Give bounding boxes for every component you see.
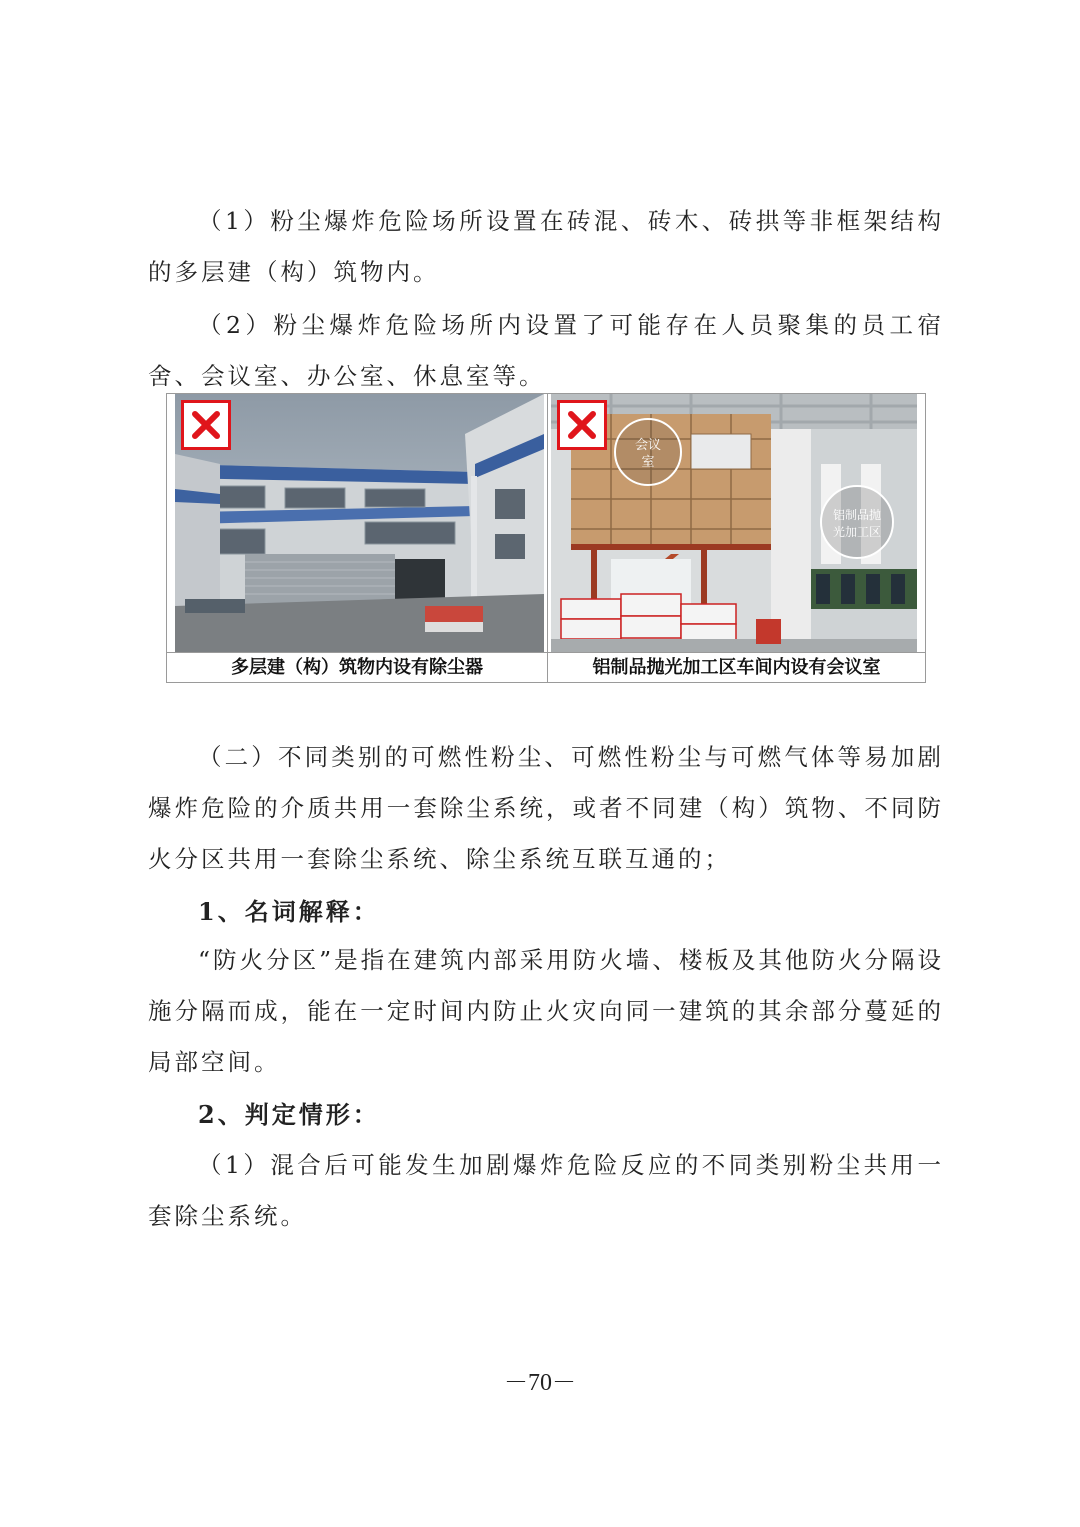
paragraph-1: （1）粉尘爆炸危险场所设置在砖混、砖木、砖拱等非框架结构的多层建（构）筑物内。 (148, 207, 944, 286)
meeting-room-label-1: 会议 (634, 438, 662, 453)
paragraph-4: “防火分区”是指在建筑内部采用防火墙、楼板及其他防火分隔设施分隔而成，能在一定时间内防止火灾向同一建筑的其余部分蔓延的局部空间。 (148, 946, 944, 1076)
right-figure-caption: 铝制品抛光加工区车间内设有会议室 (592, 657, 881, 678)
meeting-room-label-2: 室 (641, 455, 655, 470)
paragraph-2: （2）粉尘爆炸危险场所内设置了可能存在人员聚集的员工宿舍、会议室、办公室、休息室等。 (148, 311, 944, 390)
page-number: －70－ (504, 1370, 576, 1396)
heading-definitions: 1、名词解释： (198, 897, 380, 926)
heading-criteria: 2、判定情形： (198, 1100, 380, 1129)
figure-captions (167, 652, 925, 683)
figure-divider (547, 394, 548, 682)
paragraph-5: （1）混合后可能发生加剧爆炸危险反应的不同类别粉尘共用一套除尘系统。 (148, 1151, 944, 1230)
workshop-photo (551, 394, 917, 652)
paragraph-3: （二）不同类别的可燃性粉尘、可燃性粉尘与可燃气体等易加剧爆炸危险的介质共用一套除尘系统，或者不同建（构）筑物、不同防火分区共用一套除尘系统、除尘系统互联互通的； (148, 743, 944, 873)
polishing-area-label-1: 铝制品抛 (832, 508, 882, 522)
building-photo (175, 394, 544, 652)
prohibited-x-icon (181, 400, 231, 450)
figure (166, 393, 926, 683)
left-figure-caption: 多层建（构）筑物内设有除尘器 (231, 657, 483, 678)
polishing-area-label-2: 光加工区 (832, 525, 882, 539)
